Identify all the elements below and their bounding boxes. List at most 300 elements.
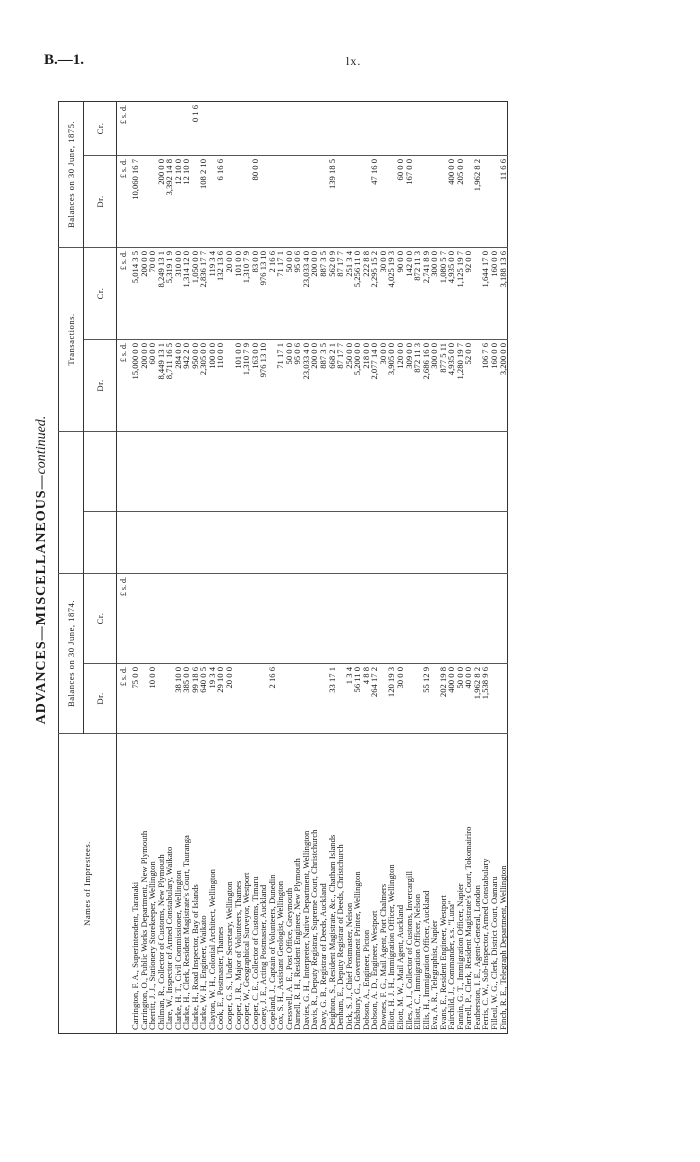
units-label: £ s. d. bbox=[117, 155, 132, 247]
balances-1875-header: Balances on 30 June, 1875. bbox=[59, 101, 84, 247]
table-row bbox=[499, 101, 508, 1033]
blank-cell bbox=[199, 511, 208, 573]
transaction-cr: 90 0 0 bbox=[396, 247, 405, 339]
balance-1875-cr bbox=[251, 101, 260, 155]
balance-1875-cr bbox=[234, 101, 243, 155]
transaction-cr: 70 0 0 bbox=[148, 247, 157, 339]
transaction-dr: 71 17 1 bbox=[276, 339, 285, 431]
imprestee-name: Davies, G. H., Interpreter, Native Department, Wellington bbox=[300, 830, 311, 1030]
imprestee-name: Darnell, R. H., Resident Engineer, New Plymouth bbox=[292, 858, 303, 1030]
transaction-dr: 163 0 0 bbox=[251, 339, 260, 431]
transaction-dr: 2,686 16 0 bbox=[422, 339, 431, 431]
blank-cell bbox=[370, 511, 379, 573]
balance-1875-dr bbox=[259, 155, 268, 247]
balance-1875-cr bbox=[481, 101, 490, 155]
transaction-cr: 95 0 6 bbox=[293, 247, 302, 339]
balance-1874-cr bbox=[353, 573, 362, 663]
balance-1874-cr bbox=[405, 573, 414, 663]
blank-cell bbox=[276, 511, 285, 573]
table-row bbox=[191, 101, 200, 1033]
transaction-cr: 562 0 9 bbox=[328, 247, 337, 339]
imprestee-name: Deighton, S., Resident Magistrate, &c., Chatham Islands bbox=[326, 834, 337, 1030]
transaction-dr: 887 3 5 bbox=[319, 339, 328, 431]
units-label: £ s. d. bbox=[117, 573, 132, 663]
transaction-cr: 142 0 0 bbox=[405, 247, 414, 339]
blank-cell bbox=[131, 431, 140, 511]
balance-1874-cr bbox=[293, 573, 302, 663]
blank-cell bbox=[216, 511, 225, 573]
imprestee-name: Cooper, G. S., Under Secretary, Wellington bbox=[224, 881, 235, 1030]
table-row bbox=[430, 101, 439, 1033]
balance-1874-cr bbox=[174, 573, 183, 663]
blank-cell bbox=[285, 511, 294, 573]
balance-1874-dr: 1 3 4 bbox=[345, 664, 354, 734]
balance-1875-cr bbox=[464, 101, 473, 155]
transaction-dr: 50 0 0 bbox=[285, 339, 294, 431]
blank-cell bbox=[174, 511, 183, 573]
blank-cell bbox=[396, 431, 405, 511]
imprestee-name: Didsbury, G., Government Printer, Wellington bbox=[352, 871, 363, 1030]
balance-1875-cr bbox=[353, 101, 362, 155]
balance-1874-cr bbox=[208, 573, 217, 663]
balance-1874-cr bbox=[430, 573, 439, 663]
transaction-dr: 668 2 1 bbox=[328, 339, 337, 431]
transaction-dr: 100 0 0 bbox=[208, 339, 217, 431]
imprestee-name: Cooper, J. R., Major of Volunteers, Thames bbox=[232, 880, 243, 1030]
transaction-dr: 23,033 4 0 bbox=[302, 339, 311, 431]
transaction-dr: 1,310 7 9 bbox=[242, 339, 251, 431]
blank-cell bbox=[165, 511, 174, 573]
balance-1875-dr bbox=[310, 155, 319, 247]
balance-1875-cr bbox=[379, 101, 388, 155]
transaction-dr: 8,449 13 1 bbox=[157, 339, 166, 431]
transaction-cr: 2,295 15 2 bbox=[370, 247, 379, 339]
blank-cell bbox=[430, 511, 439, 573]
balance-1874-dr: 20 0 0 bbox=[225, 664, 234, 734]
blank-cell bbox=[413, 431, 422, 511]
table-row bbox=[336, 101, 345, 1033]
balance-1874-cr bbox=[447, 573, 456, 663]
balance-1874-dr bbox=[499, 664, 508, 734]
transaction-dr: 60 0 0 bbox=[148, 339, 157, 431]
balance-1875-cr bbox=[225, 101, 234, 155]
balance-1875-cr bbox=[165, 101, 174, 155]
transaction-cr: 200 0 0 bbox=[310, 247, 319, 339]
blank-cell bbox=[481, 431, 490, 511]
blank-cell bbox=[464, 431, 473, 511]
balance-1875-dr bbox=[276, 155, 285, 247]
blank-cell bbox=[199, 431, 208, 511]
balance-1874-dr: 50 0 0 bbox=[456, 664, 465, 734]
b75-cr-header: Cr. bbox=[84, 101, 117, 155]
transaction-dr: 942 2 0 bbox=[182, 339, 191, 431]
transaction-cr: 119 3 4 bbox=[208, 247, 217, 339]
balance-1874-dr bbox=[293, 664, 302, 734]
balance-1875-cr: 0 1 6 bbox=[191, 101, 200, 155]
table-row bbox=[439, 101, 448, 1033]
page-title bbox=[34, 100, 50, 1040]
balance-1874-dr: 2 16 6 bbox=[268, 664, 277, 734]
balance-1875-cr bbox=[456, 101, 465, 155]
balance-1875-dr: 3,392 14 8 bbox=[165, 155, 174, 247]
blank-cell bbox=[481, 511, 490, 573]
balance-1875-cr bbox=[157, 101, 166, 155]
blank-cell bbox=[499, 431, 508, 511]
transaction-dr: 15,000 0 0 bbox=[131, 339, 140, 431]
blank-cell bbox=[242, 431, 251, 511]
blank-cell bbox=[310, 431, 319, 511]
blank-cell bbox=[259, 431, 268, 511]
names-header: Names of Imprestees. bbox=[59, 734, 117, 1034]
blank-cell bbox=[319, 431, 328, 511]
transaction-cr: 50 0 0 bbox=[285, 247, 294, 339]
transaction-cr: 4,935 0 0 bbox=[447, 247, 456, 339]
blank-cell bbox=[148, 431, 157, 511]
balance-1875-dr: 80 0 0 bbox=[251, 155, 260, 247]
balance-1875-cr bbox=[302, 101, 311, 155]
b75-dr-header: Dr. bbox=[84, 155, 117, 247]
imprestee-name: Eliott, H. J. H., Immigration Officer, Wellington bbox=[386, 864, 397, 1030]
imprestee-name: Cook, E., Postmaster, Thames bbox=[215, 926, 226, 1030]
balance-1875-dr bbox=[285, 155, 294, 247]
imprestee-name: Fannin, G. T., Immigration Officer, Napier bbox=[454, 883, 465, 1030]
transaction-cr: 2 16 6 bbox=[268, 247, 277, 339]
balance-1875-cr bbox=[276, 101, 285, 155]
blank-cell bbox=[336, 511, 345, 573]
transaction-cr: 8,249 13 1 bbox=[157, 247, 166, 339]
balance-1874-cr bbox=[439, 573, 448, 663]
balance-1874-cr bbox=[302, 573, 311, 663]
balance-1874-cr bbox=[131, 573, 140, 663]
transaction-cr: 1,080 5 7 bbox=[439, 247, 448, 339]
imprestee-name: Eliott, M. W., Mail Agent, Auckland bbox=[394, 904, 405, 1030]
balance-1874-dr: 40 0 0 bbox=[464, 664, 473, 734]
balance-1875-cr bbox=[387, 101, 396, 155]
balance-1875-cr bbox=[405, 101, 414, 155]
blank-cell bbox=[191, 511, 200, 573]
blank-cell bbox=[490, 431, 499, 511]
balance-1874-dr: 55 12 9 bbox=[422, 664, 431, 734]
transaction-cr: 976 13 10 bbox=[259, 247, 268, 339]
imprestee-name: Filleul, W. G., Clerk, District Court, Oamaru bbox=[488, 876, 499, 1030]
blank-cell bbox=[319, 511, 328, 573]
balance-1874-cr bbox=[191, 573, 200, 663]
balance-1874-cr bbox=[464, 573, 473, 663]
balance-1875-dr: 167 0 0 bbox=[405, 155, 414, 247]
balance-1874-dr bbox=[251, 664, 260, 734]
blank-cell bbox=[234, 511, 243, 573]
balance-1875-cr bbox=[268, 101, 277, 155]
balance-1874-cr bbox=[456, 573, 465, 663]
transaction-dr: 30 0 0 bbox=[379, 339, 388, 431]
balance-1874-dr: 1,538 9 6 bbox=[481, 664, 490, 734]
transaction-dr: 2,305 0 0 bbox=[199, 339, 208, 431]
blank-cell bbox=[370, 431, 379, 511]
advances-table bbox=[58, 101, 508, 1034]
ledger-body bbox=[117, 101, 508, 1033]
balance-1874-cr bbox=[157, 573, 166, 663]
balance-1874-dr: 1,962 8 2 bbox=[473, 664, 482, 734]
balance-1874-cr bbox=[251, 573, 260, 663]
transactions-header: Transactions. bbox=[59, 247, 84, 431]
imprestee-name: Cooper, W., Geographical Surveyor, Westport bbox=[241, 872, 252, 1030]
imprestee-name: Clarke, H. T., Civil Commissioner, Wellington bbox=[172, 870, 183, 1030]
balance-1874-dr: 264 17 2 bbox=[370, 664, 379, 734]
balance-1874-dr bbox=[285, 664, 294, 734]
balance-1875-cr bbox=[413, 101, 422, 155]
balance-1875-dr bbox=[140, 155, 149, 247]
balance-1875-dr bbox=[345, 155, 354, 247]
blank-cell bbox=[131, 511, 140, 573]
transaction-dr: 5,200 0 0 bbox=[353, 339, 362, 431]
blank-cell bbox=[225, 431, 234, 511]
balance-1875-dr: 12 10 0 bbox=[174, 155, 183, 247]
transaction-cr: 71 17 1 bbox=[276, 247, 285, 339]
balance-1874-dr: 29 10 0 bbox=[216, 664, 225, 734]
blank-cell bbox=[328, 431, 337, 511]
units-label: £ s. d. bbox=[117, 339, 132, 431]
balance-1874-dr bbox=[157, 664, 166, 734]
transaction-cr: 83 0 0 bbox=[251, 247, 260, 339]
balance-1874-dr: 19 3 4 bbox=[208, 664, 217, 734]
units-label: £ s. d. bbox=[117, 664, 132, 734]
balance-1875-dr: 11 6 6 bbox=[499, 155, 508, 247]
transaction-dr: 200 0 0 bbox=[140, 339, 149, 431]
balance-1875-cr bbox=[422, 101, 431, 155]
blank-cell bbox=[293, 431, 302, 511]
balance-1875-cr bbox=[370, 101, 379, 155]
balance-1874-dr: 4 8 8 bbox=[362, 664, 371, 734]
blank-header-a bbox=[84, 511, 117, 573]
blank-cell bbox=[140, 431, 149, 511]
blank-cell bbox=[302, 511, 311, 573]
balance-1875-cr bbox=[439, 101, 448, 155]
transaction-dr: 218 0 0 bbox=[362, 339, 371, 431]
balance-1874-cr bbox=[234, 573, 243, 663]
balance-1874-cr bbox=[396, 573, 405, 663]
blank-cell bbox=[268, 511, 277, 573]
blank-cell bbox=[379, 511, 388, 573]
blank-cell bbox=[174, 431, 183, 511]
balance-1874-dr: 202 19 8 bbox=[439, 664, 448, 734]
imprestee-name: Evans, E., Resident Engineer, Westport bbox=[437, 895, 448, 1030]
blank-cell bbox=[242, 511, 251, 573]
balance-1874-cr bbox=[473, 573, 482, 663]
imprestee-name: Clarke, W. H., Engineer, Waikato bbox=[198, 915, 209, 1030]
transaction-dr: 106 7 6 bbox=[481, 339, 490, 431]
imprestee-name: Coney, J. E., Acting Postmaster, Auckland bbox=[258, 884, 269, 1030]
transaction-cr: 251 3 4 bbox=[345, 247, 354, 339]
balance-1875-cr bbox=[242, 101, 251, 155]
balance-1874-cr bbox=[319, 573, 328, 663]
transaction-dr: 872 11 3 bbox=[413, 339, 422, 431]
blank-cell bbox=[208, 511, 217, 573]
balance-1874-cr bbox=[422, 573, 431, 663]
blank-cell bbox=[165, 431, 174, 511]
transaction-dr: 2,077 14 0 bbox=[370, 339, 379, 431]
page-number: lx. bbox=[346, 54, 362, 68]
imprestee-name: Featherston, I. E., Agent-General, London bbox=[471, 885, 482, 1030]
imprestee-name: Dick, S. J., Chief Postmaster, Nelson bbox=[343, 902, 354, 1030]
blank-cell bbox=[268, 431, 277, 511]
balance-1874-dr: 38 10 0 bbox=[174, 664, 183, 734]
balance-1874-cr bbox=[379, 573, 388, 663]
blank-cell bbox=[328, 511, 337, 573]
imprestee-name: Denham, E., Deputy Registrar of Deeds, Christchurch bbox=[335, 844, 346, 1030]
blank-cell bbox=[302, 431, 311, 511]
balance-1875-cr bbox=[362, 101, 371, 155]
balance-1874-cr bbox=[242, 573, 251, 663]
imprestee-name: Davis, R., Deputy Registrar, Supreme Court, Christchurch bbox=[309, 829, 320, 1030]
balance-1874-dr bbox=[490, 664, 499, 734]
balance-1875-dr: 47 16 0 bbox=[370, 155, 379, 247]
balance-1874-cr bbox=[182, 573, 191, 663]
transaction-dr: 250 0 0 bbox=[345, 339, 354, 431]
transaction-dr: 101 0 0 bbox=[234, 339, 243, 431]
spacer-header bbox=[59, 431, 84, 573]
blank-cell bbox=[216, 431, 225, 511]
balance-1874-cr bbox=[199, 573, 208, 663]
blank-cell bbox=[157, 511, 166, 573]
balance-1875-dr bbox=[225, 155, 234, 247]
transaction-dr: 200 0 0 bbox=[310, 339, 319, 431]
balance-1874-cr bbox=[387, 573, 396, 663]
balance-1874-cr bbox=[225, 573, 234, 663]
balance-1875-cr bbox=[216, 101, 225, 155]
transaction-dr: 110 0 0 bbox=[216, 339, 225, 431]
balance-1874-cr bbox=[148, 573, 157, 663]
balance-1875-cr bbox=[447, 101, 456, 155]
balance-1874-dr bbox=[405, 664, 414, 734]
blank-cell bbox=[439, 511, 448, 573]
imprestee-name: Cooper, C. E., Collector of Customs, Timaru bbox=[249, 876, 260, 1030]
balance-1875-dr: 1,962 8 2 bbox=[473, 155, 482, 247]
balance-1874-dr: 385 0 0 bbox=[182, 664, 191, 734]
balance-1875-cr bbox=[345, 101, 354, 155]
blank-cell bbox=[345, 431, 354, 511]
imprestee-name: Downes, F. G., Mail Agent, Port Chalmers bbox=[377, 883, 388, 1030]
transaction-dr: 309 0 0 bbox=[405, 339, 414, 431]
balance-1875-dr: 12 10 0 bbox=[182, 155, 191, 247]
blank-cell bbox=[276, 431, 285, 511]
blank-cell bbox=[310, 511, 319, 573]
table-row bbox=[422, 101, 431, 1033]
balance-1874-cr bbox=[499, 573, 508, 663]
balance-1875-cr bbox=[473, 101, 482, 155]
transaction-dr: 284 0 0 bbox=[174, 339, 183, 431]
blank-cell bbox=[293, 511, 302, 573]
blank-cell bbox=[353, 431, 362, 511]
balance-1875-dr: 400 0 0 bbox=[447, 155, 456, 247]
blank-cell bbox=[405, 431, 414, 511]
transaction-cr: 2,836 17 7 bbox=[199, 247, 208, 339]
balance-1874-dr bbox=[302, 664, 311, 734]
balance-1875-dr bbox=[430, 155, 439, 247]
balance-1874-cr bbox=[268, 573, 277, 663]
blank-cell bbox=[422, 431, 431, 511]
imprestee-name: Cresswell, A. E., Post Office, Greymouth bbox=[283, 887, 294, 1030]
balance-1875-cr bbox=[430, 101, 439, 155]
blank-cell bbox=[396, 511, 405, 573]
imprestee-name: Ferris, C. W., Sub-Inspector, Armed Constabulary bbox=[480, 858, 491, 1030]
balance-1874-dr bbox=[234, 664, 243, 734]
transaction-cr: 20 0 0 bbox=[225, 247, 234, 339]
balance-1875-dr: 10,060 16 7 bbox=[131, 155, 140, 247]
transaction-cr: 101 0 0 bbox=[234, 247, 243, 339]
transaction-dr: 976 13 10 bbox=[259, 339, 268, 431]
blank-cell bbox=[439, 431, 448, 511]
balance-1874-dr: 400 0 0 bbox=[447, 664, 456, 734]
imprestee-name: Carrington, F. A., Superintendent, Taranaki bbox=[130, 881, 140, 1030]
blank-cell bbox=[422, 511, 431, 573]
blank-cell bbox=[447, 431, 456, 511]
balance-1874-cr bbox=[328, 573, 337, 663]
balance-1875-dr bbox=[379, 155, 388, 247]
transaction-cr: 1,644 17 0 bbox=[481, 247, 490, 339]
blank-header-b bbox=[84, 431, 117, 511]
transaction-dr: 3,905 0 0 bbox=[387, 339, 396, 431]
balance-1874-dr: 33 17 1 bbox=[328, 664, 337, 734]
transaction-dr: 3,200 0 0 bbox=[499, 339, 508, 431]
transaction-cr: 3,188 13 6 bbox=[499, 247, 508, 339]
balance-1874-dr: 640 0 5 bbox=[199, 664, 208, 734]
imprestee-name: Clarke, H., Road Inspector, Bay of Islands bbox=[189, 884, 200, 1030]
imprestee-name: Carrington, O., Public Works Department, New Plymouth bbox=[138, 830, 149, 1030]
table-row bbox=[387, 101, 396, 1033]
transaction-cr: 5,319 1 9 bbox=[165, 247, 174, 339]
balance-1875-dr: 60 0 0 bbox=[396, 155, 405, 247]
balance-1875-cr bbox=[259, 101, 268, 155]
balance-1874-cr bbox=[140, 573, 149, 663]
transaction-cr: 887 3 5 bbox=[319, 247, 328, 339]
transaction-dr: 87 17 7 bbox=[336, 339, 345, 431]
table-row bbox=[353, 101, 362, 1033]
transaction-dr: 8,711 16 5 bbox=[165, 339, 174, 431]
transaction-cr: 200 0 0 bbox=[140, 247, 149, 339]
balance-1875-dr: 139 18 5 bbox=[328, 155, 337, 247]
blank-cell bbox=[387, 431, 396, 511]
balance-1874-dr bbox=[242, 664, 251, 734]
blank-cell bbox=[456, 511, 465, 573]
transaction-cr: 310 0 0 bbox=[174, 247, 183, 339]
balance-1875-dr bbox=[422, 155, 431, 247]
imprestee-name: Dobson, A. D., Engineer, Westport bbox=[369, 910, 380, 1030]
balance-1875-cr bbox=[199, 101, 208, 155]
imprestee-name: Eva, A. R., Telegraphist, Napier bbox=[429, 920, 440, 1030]
blank-cell bbox=[345, 511, 354, 573]
balance-1874-dr: 120 19 3 bbox=[387, 664, 396, 734]
transaction-cr: 23,033 4 0 bbox=[302, 247, 311, 339]
balance-1875-dr: 205 0 0 bbox=[456, 155, 465, 247]
transaction-cr: 160 0 0 bbox=[490, 247, 499, 339]
balance-1874-dr: 30 0 0 bbox=[396, 664, 405, 734]
balance-1875-dr bbox=[336, 155, 345, 247]
imprestee-name: Farrell, P., Clerk, Resident Magistrate's Court, Tokomairiro bbox=[463, 826, 474, 1030]
blank-cell bbox=[464, 511, 473, 573]
balance-1875-dr bbox=[268, 155, 277, 247]
balance-1874-dr bbox=[310, 664, 319, 734]
header-row-groups bbox=[59, 101, 84, 1033]
blank-cell bbox=[259, 511, 268, 573]
imprestee-name: Davy, G. B., Registrar of Deeds, Auckland bbox=[318, 883, 329, 1030]
blank-cell bbox=[379, 431, 388, 511]
tdr-header: Dr. bbox=[84, 339, 117, 431]
blank-cell bbox=[490, 511, 499, 573]
table-row bbox=[362, 101, 371, 1033]
blank-cell bbox=[285, 431, 294, 511]
imprestee-name: Cox, S. H., Assistant Geologist, Wellington bbox=[275, 880, 286, 1030]
units-label: £ s. d. bbox=[117, 247, 132, 339]
